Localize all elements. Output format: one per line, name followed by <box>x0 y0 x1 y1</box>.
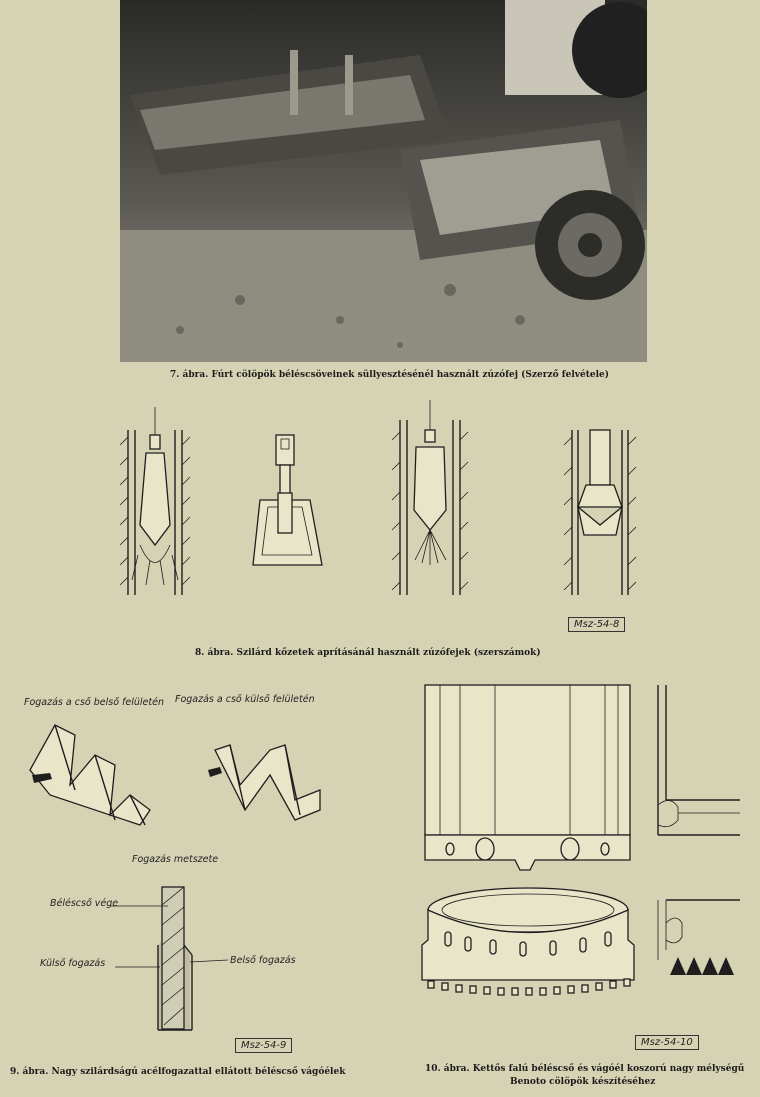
tool-2-diagram <box>253 435 322 565</box>
tool-3-diagram <box>392 400 468 595</box>
label-inner: Belső fogazás <box>230 955 296 966</box>
tool-4-diagram <box>564 430 636 595</box>
outer-teeth-drawing <box>208 745 320 820</box>
fig8-ref: Msz-54-8 <box>568 617 625 632</box>
wall-detail-drawing <box>658 685 740 975</box>
fig10-caption-line2: Benoto cölöpök készítéséhez <box>510 1077 656 1087</box>
fig10-ref: Msz-54-10 <box>635 1035 699 1050</box>
tool-1-diagram <box>120 407 190 595</box>
label-pipe-end: Béléscső vége <box>50 898 119 909</box>
fig7-caption: 7. ábra. Fúrt cölöpök béléscsöveinek süllyesztésénél használt zúzófej (Szerző felvétele) <box>170 370 609 380</box>
teeth-diagram <box>20 715 330 835</box>
crushing-head-photo <box>120 0 647 362</box>
inner-teeth-drawing <box>30 725 150 825</box>
double-wall-pipe-drawing <box>425 685 630 870</box>
fig9-caption: 9. ábra. Nagy szilárdságú acélfogazattal ellátott béléscső vágóélek <box>10 1067 346 1077</box>
fig10-caption-line1: 10. ábra. Kettős falú béléscső és vágóél koszorú nagy mélységű <box>425 1064 745 1074</box>
cutting-crown-drawing <box>422 888 634 995</box>
fig8-caption: 8. ábra. Szilárd kőzetek aprításánál használt zúzófejek (szerszámok) <box>195 648 541 658</box>
fig10-drawing <box>420 685 750 1015</box>
label-section: Fogazás metszete <box>132 854 219 865</box>
fig9-ref: Msz-54-9 <box>235 1038 292 1053</box>
section-drawing <box>150 885 230 1035</box>
label-inner-teeth: Fogazás a cső belső felületén <box>24 697 164 708</box>
fig8-tools-drawing <box>110 395 650 605</box>
label-outer-teeth: Fogazás a cső külső felületén <box>175 694 315 705</box>
label-outer: Külső fogazás <box>40 958 106 969</box>
